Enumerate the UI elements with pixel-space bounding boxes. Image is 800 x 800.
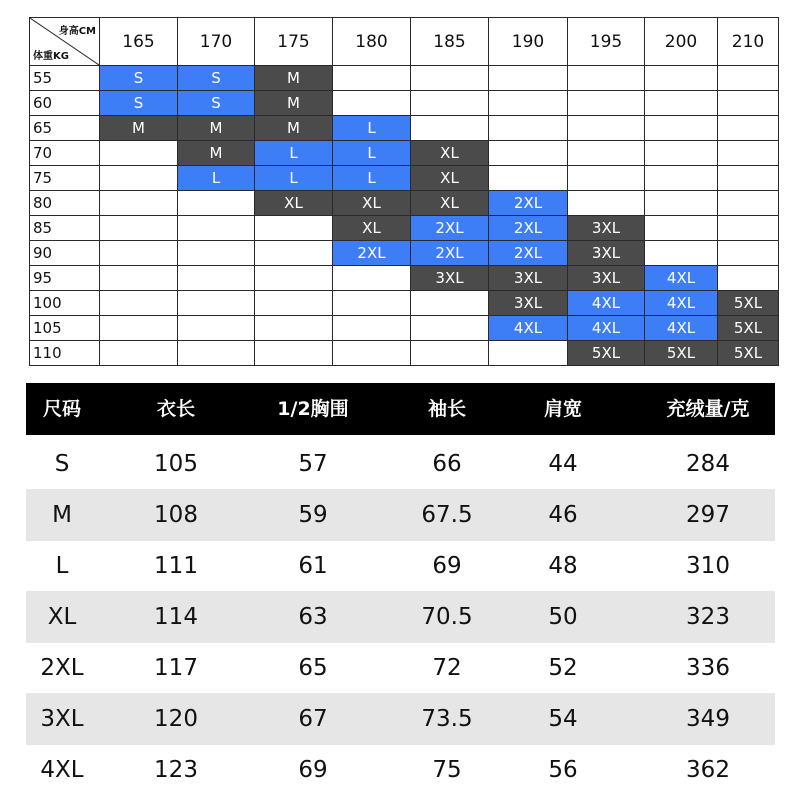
cell-down-fill: 349: [686, 706, 730, 732]
empty-cell: [333, 291, 411, 316]
cell-half-chest: 57: [298, 451, 328, 477]
dimensions-row: [26, 642, 775, 694]
empty-cell: [645, 66, 718, 91]
weight-row: [30, 316, 779, 341]
cell-half-chest: 65: [298, 655, 328, 681]
empty-cell: [333, 316, 411, 341]
empty-cell: [645, 91, 718, 116]
empty-cell: [178, 216, 255, 241]
header-half-chest: 1/2胸围: [277, 398, 349, 420]
empty-cell: [333, 341, 411, 366]
empty-cell: [645, 166, 718, 191]
empty-cell: [100, 216, 178, 241]
empty-cell: [568, 116, 645, 141]
size-grid-body: [30, 66, 779, 366]
empty-cell: [100, 191, 178, 216]
cell-shoulder: 46: [548, 502, 578, 528]
weight-label: 60: [30, 91, 100, 116]
cell-half-chest: 61: [298, 553, 328, 579]
size-cell: 2XL: [489, 216, 568, 241]
weight-label: 75: [30, 166, 100, 191]
size-cell: S: [100, 91, 178, 116]
weight-label: 110: [30, 341, 100, 366]
header-sleeve: 袖长: [427, 398, 467, 420]
weight-row: [30, 166, 779, 191]
cell-length: 123: [154, 757, 198, 783]
size-cell: L: [333, 141, 411, 166]
cell-size: L: [55, 553, 69, 579]
empty-cell: [718, 241, 779, 266]
size-cell: M: [178, 141, 255, 166]
weight-row: [30, 91, 779, 116]
weight-row: [30, 66, 779, 91]
size-cell: L: [333, 116, 411, 141]
cell-sleeve: 70.5: [421, 604, 473, 630]
size-cell: S: [178, 66, 255, 91]
empty-cell: [568, 66, 645, 91]
empty-cell: [100, 241, 178, 266]
height-header-cell: 190: [489, 18, 568, 66]
empty-cell: [255, 291, 333, 316]
cell-shoulder: 44: [548, 451, 578, 477]
dimensions-row: [26, 489, 775, 541]
empty-cell: [178, 191, 255, 216]
size-cell: XL: [411, 141, 489, 166]
empty-cell: [568, 91, 645, 116]
size-cell: 4XL: [568, 316, 645, 341]
weight-label: 70: [30, 141, 100, 166]
empty-cell: [411, 116, 489, 141]
dimensions-row: [26, 540, 775, 592]
size-cell: 2XL: [489, 191, 568, 216]
weight-label: 90: [30, 241, 100, 266]
size-cell: XL: [255, 191, 333, 216]
weight-label: 105: [30, 316, 100, 341]
size-cell: L: [255, 166, 333, 191]
size-cell: L: [333, 166, 411, 191]
empty-cell: [489, 91, 568, 116]
empty-cell: [100, 141, 178, 166]
empty-cell: [178, 291, 255, 316]
height-axis-label: 身高CM: [58, 26, 96, 37]
weight-row: [30, 191, 779, 216]
size-cell: 4XL: [645, 291, 718, 316]
empty-cell: [718, 216, 779, 241]
weight-row: [30, 341, 779, 366]
empty-cell: [645, 241, 718, 266]
dimensions-header-row: [26, 383, 775, 435]
size-cell: M: [255, 91, 333, 116]
cell-length: 114: [154, 604, 198, 630]
grid-corner-cell: [30, 18, 100, 66]
cell-sleeve: 66: [432, 451, 462, 477]
cell-sleeve: 73.5: [421, 706, 473, 732]
empty-cell: [178, 341, 255, 366]
empty-cell: [333, 91, 411, 116]
empty-cell: [718, 266, 779, 291]
size-cell: 2XL: [489, 241, 568, 266]
cell-shoulder: 50: [548, 604, 578, 630]
cell-size: 3XL: [40, 706, 84, 732]
size-cell: XL: [411, 191, 489, 216]
empty-cell: [411, 341, 489, 366]
cell-down-fill: 336: [686, 655, 730, 681]
empty-cell: [568, 166, 645, 191]
empty-cell: [645, 141, 718, 166]
size-cell: 4XL: [645, 316, 718, 341]
cell-length: 111: [154, 553, 198, 579]
height-header-cell: 170: [178, 18, 255, 66]
weight-axis-label: 体重KG: [33, 51, 69, 62]
weight-label: 85: [30, 216, 100, 241]
size-cell: 3XL: [568, 241, 645, 266]
empty-cell: [100, 266, 178, 291]
cell-half-chest: 67: [298, 706, 328, 732]
weight-label: 80: [30, 191, 100, 216]
size-cell: M: [255, 66, 333, 91]
weight-row: [30, 266, 779, 291]
cell-down-fill: 284: [686, 451, 730, 477]
cell-shoulder: 54: [548, 706, 578, 732]
empty-cell: [645, 191, 718, 216]
cell-down-fill: 323: [686, 604, 730, 630]
cell-shoulder: 48: [548, 553, 578, 579]
empty-cell: [333, 66, 411, 91]
height-header-cell: 195: [568, 18, 645, 66]
size-cell: M: [178, 116, 255, 141]
height-header-cell: 175: [255, 18, 333, 66]
cell-half-chest: 69: [298, 757, 328, 783]
empty-cell: [489, 66, 568, 91]
empty-cell: [718, 191, 779, 216]
cell-size: 4XL: [40, 757, 84, 783]
empty-cell: [718, 116, 779, 141]
empty-cell: [489, 141, 568, 166]
empty-cell: [568, 141, 645, 166]
empty-cell: [333, 266, 411, 291]
empty-cell: [718, 141, 779, 166]
cell-length: 117: [154, 655, 198, 681]
weight-label: 95: [30, 266, 100, 291]
empty-cell: [178, 266, 255, 291]
empty-cell: [411, 316, 489, 341]
weight-label: 100: [30, 291, 100, 316]
weight-row: [30, 291, 779, 316]
size-cell: 5XL: [645, 341, 718, 366]
empty-cell: [568, 191, 645, 216]
cell-sleeve: 67.5: [421, 502, 473, 528]
cell-length: 105: [154, 451, 198, 477]
size-cell: XL: [411, 166, 489, 191]
weight-label: 65: [30, 116, 100, 141]
size-cell: 2XL: [411, 216, 489, 241]
cell-sleeve: 69: [432, 553, 462, 579]
size-cell: 4XL: [489, 316, 568, 341]
cell-shoulder: 56: [548, 757, 578, 783]
dimensions-row: [26, 744, 775, 796]
height-header-cell: 200: [645, 18, 718, 66]
empty-cell: [255, 241, 333, 266]
empty-cell: [718, 91, 779, 116]
cell-length: 108: [154, 502, 198, 528]
empty-cell: [100, 291, 178, 316]
size-chart-grid: [29, 17, 779, 366]
size-cell: S: [178, 91, 255, 116]
size-cell: 5XL: [718, 291, 779, 316]
dimensions-row: [26, 693, 775, 745]
empty-cell: [255, 341, 333, 366]
empty-cell: [100, 316, 178, 341]
size-cell: 5XL: [718, 341, 779, 366]
empty-cell: [645, 116, 718, 141]
height-header-cell: 165: [100, 18, 178, 66]
size-cell: 3XL: [489, 291, 568, 316]
empty-cell: [100, 166, 178, 191]
cell-down-fill: 362: [686, 757, 730, 783]
cell-size: S: [54, 451, 70, 477]
empty-cell: [489, 166, 568, 191]
cell-size: M: [52, 502, 72, 528]
empty-cell: [411, 291, 489, 316]
weight-row: [30, 241, 779, 266]
header-length: 衣长: [156, 398, 196, 420]
weight-row: [30, 216, 779, 241]
cell-down-fill: 310: [686, 553, 730, 579]
cell-sleeve: 75: [432, 757, 462, 783]
empty-cell: [411, 91, 489, 116]
cell-down-fill: 297: [686, 502, 730, 528]
empty-cell: [255, 216, 333, 241]
size-cell: S: [100, 66, 178, 91]
size-cell: 4XL: [645, 266, 718, 291]
weight-row: [30, 116, 779, 141]
size-cell: 3XL: [489, 266, 568, 291]
height-header-cell: 185: [411, 18, 489, 66]
empty-cell: [718, 166, 779, 191]
size-cell: 4XL: [568, 291, 645, 316]
empty-cell: [489, 116, 568, 141]
cell-length: 120: [154, 706, 198, 732]
cell-size: 2XL: [40, 655, 84, 681]
size-cell: 2XL: [333, 241, 411, 266]
weight-row: [30, 141, 779, 166]
size-cell: XL: [333, 216, 411, 241]
size-cell: 3XL: [568, 216, 645, 241]
dimensions-row: [26, 438, 775, 490]
empty-cell: [489, 341, 568, 366]
height-header-cell: 180: [333, 18, 411, 66]
cell-size: XL: [47, 604, 77, 630]
size-cell: M: [255, 116, 333, 141]
size-cell: XL: [333, 191, 411, 216]
height-header-cell: 210: [718, 18, 779, 66]
size-cell: 3XL: [568, 266, 645, 291]
empty-cell: [178, 316, 255, 341]
empty-cell: [255, 266, 333, 291]
empty-cell: [718, 66, 779, 91]
size-cell: 2XL: [411, 241, 489, 266]
empty-cell: [645, 216, 718, 241]
weight-label: 55: [30, 66, 100, 91]
cell-half-chest: 63: [298, 604, 328, 630]
empty-cell: [255, 316, 333, 341]
empty-cell: [178, 241, 255, 266]
empty-cell: [100, 341, 178, 366]
size-cell: L: [255, 141, 333, 166]
size-cell: 5XL: [718, 316, 779, 341]
header-size: 尺码: [42, 398, 82, 420]
dimensions-row: [26, 591, 775, 643]
empty-cell: [411, 66, 489, 91]
cell-shoulder: 52: [548, 655, 578, 681]
header-shoulder: 肩宽: [543, 398, 583, 420]
height-header-row: [30, 18, 779, 66]
size-cell: 3XL: [411, 266, 489, 291]
cell-sleeve: 72: [432, 655, 462, 681]
header-down-fill: 充绒量/克: [666, 398, 750, 420]
size-cell: L: [178, 166, 255, 191]
size-cell: 5XL: [568, 341, 645, 366]
cell-half-chest: 59: [298, 502, 328, 528]
size-cell: M: [100, 116, 178, 141]
